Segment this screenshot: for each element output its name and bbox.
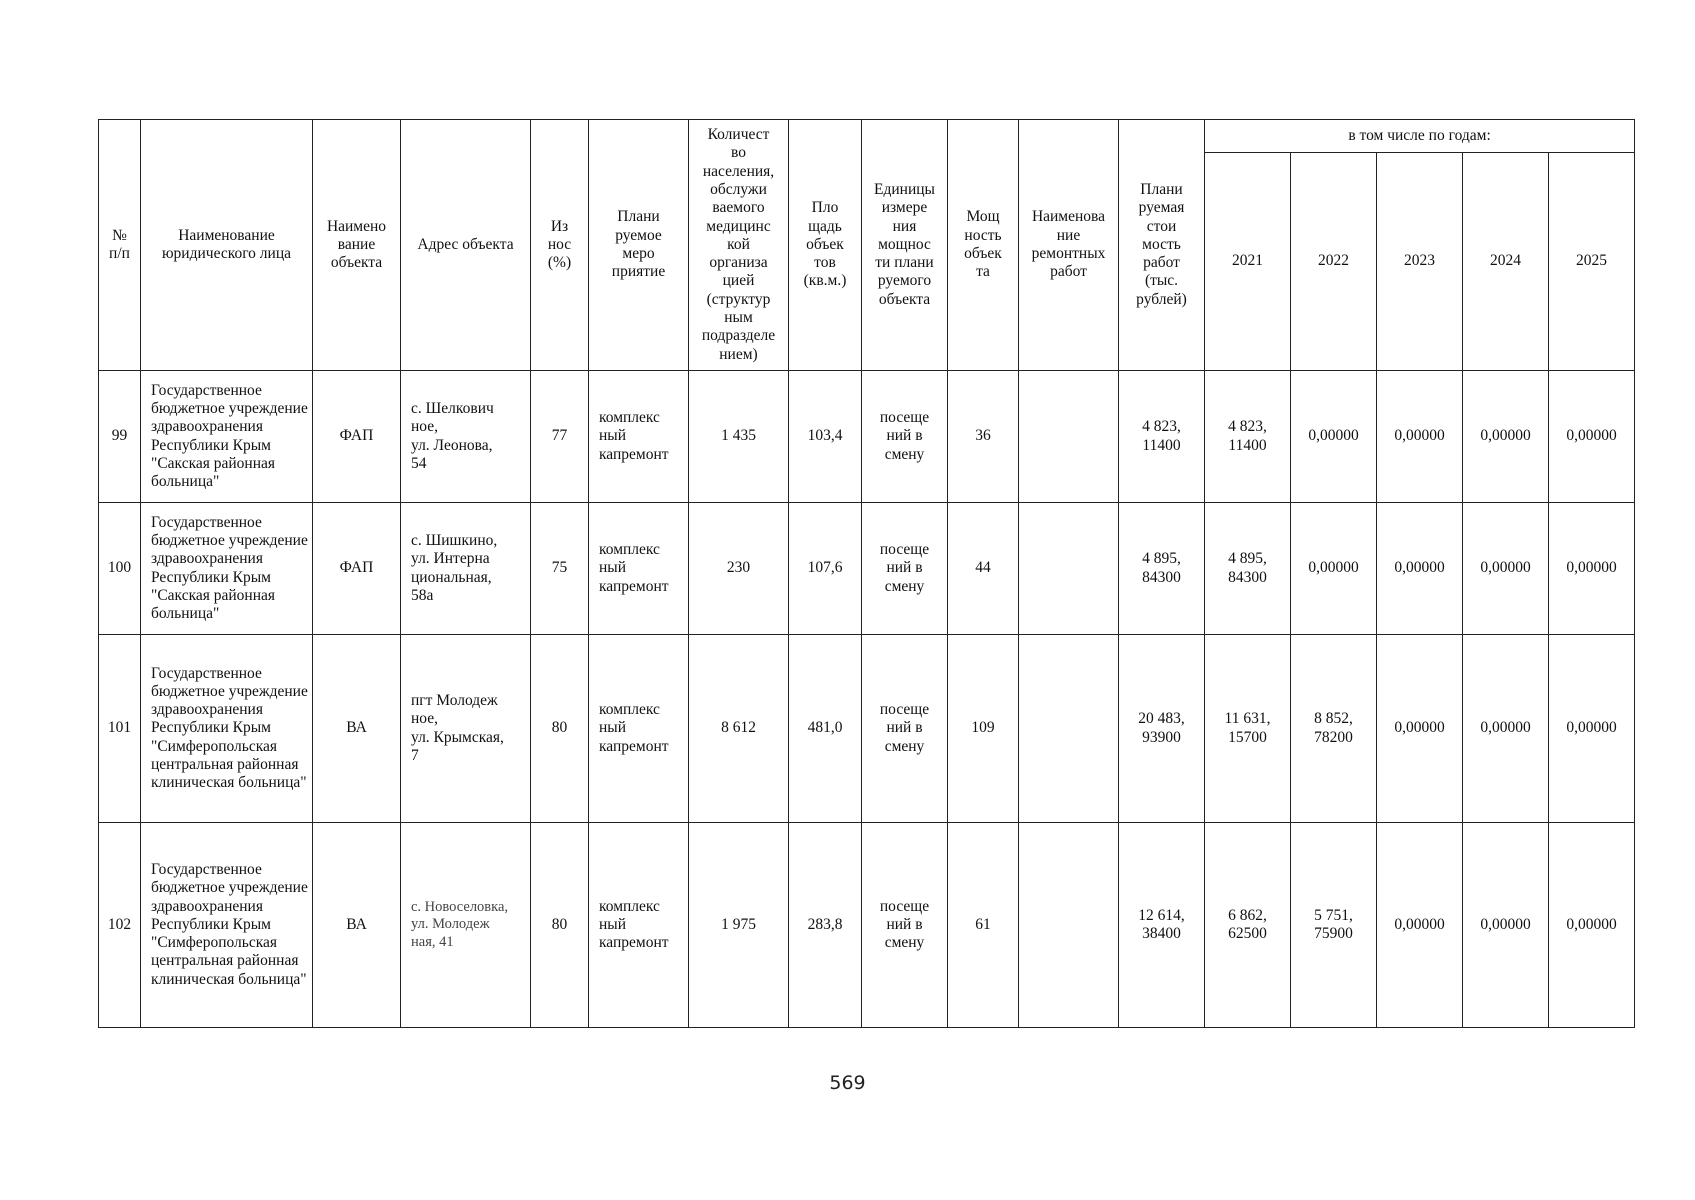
cell-year-2022: 5 751, 75900	[1291, 823, 1377, 1028]
cell-measure: комплекс ный капремонт	[589, 635, 689, 823]
header-year-2021: 2021	[1205, 153, 1291, 371]
cell-entity: Государственное бюджетное учреждение здравоохранения Республики Крым "Симферопольская центральная районная клиническая больница"	[141, 635, 313, 823]
cell-object: ФАП	[313, 503, 401, 635]
header-planned-measure: Плани руемое меро приятие	[589, 120, 689, 371]
header-row-top	[99, 120, 1635, 153]
cell-cost: 4 895, 84300	[1119, 503, 1205, 635]
cell-population: 1 435	[689, 371, 789, 503]
cell-area: 107,6	[789, 503, 862, 635]
cell-measure: комплекс ный капремонт	[589, 503, 689, 635]
cell-year-2021: 6 862, 62500	[1205, 823, 1291, 1028]
cell-year-2021: 4 895, 84300	[1205, 503, 1291, 635]
cell-year-2024: 0,00000	[1463, 503, 1549, 635]
cell-address: с. Новоселовка, ул. Молодеж ная, 41	[401, 823, 531, 1028]
cell-year-2025: 0,00000	[1549, 371, 1635, 503]
cell-num: 102	[99, 823, 141, 1028]
cell-population: 1 975	[689, 823, 789, 1028]
cell-year-2025: 0,00000	[1549, 503, 1635, 635]
cell-capacity: 109	[948, 635, 1019, 823]
header-year-2024: 2024	[1463, 153, 1549, 371]
cell-capacity: 36	[948, 371, 1019, 503]
cell-year-2023: 0,00000	[1377, 371, 1463, 503]
cell-area: 481,0	[789, 635, 862, 823]
cell-repair	[1019, 823, 1119, 1028]
cell-measure: комплекс ный капремонт	[589, 371, 689, 503]
header-area: Пло щадь объек тов (кв.м.)	[789, 120, 862, 371]
header-num: № п/п	[99, 120, 141, 371]
cell-units: посеще ний в смену	[862, 823, 948, 1028]
cell-repair	[1019, 371, 1119, 503]
header-population: Количест во населения, обслужи ваемого медицинс кой организа цией (структур ным подразделе нием)	[689, 120, 789, 371]
cell-cost: 20 483, 93900	[1119, 635, 1205, 823]
cell-num: 99	[99, 371, 141, 503]
cell-entity: Государственное бюджетное учреждение здравоохранения Республики Крым "Сакская районная больница"	[141, 503, 313, 635]
cell-year-2021: 11 631, 15700	[1205, 635, 1291, 823]
cell-repair	[1019, 503, 1119, 635]
cell-wear: 80	[531, 635, 589, 823]
cell-cost: 4 823, 11400	[1119, 371, 1205, 503]
header-address: Адрес объекта	[401, 120, 531, 371]
cell-year-2024: 0,00000	[1463, 371, 1549, 503]
cell-area: 103,4	[789, 371, 862, 503]
cell-year-2023: 0,00000	[1377, 635, 1463, 823]
cell-object: ФАП	[313, 371, 401, 503]
cell-wear: 80	[531, 823, 589, 1028]
cell-entity: Государственное бюджетное учреждение здравоохранения Республики Крым "Симферопольская центральная районная клиническая больница"	[141, 823, 313, 1028]
cell-capacity: 44	[948, 503, 1019, 635]
header-year-2022: 2022	[1291, 153, 1377, 371]
cell-year-2024: 0,00000	[1463, 635, 1549, 823]
data-table	[98, 119, 1635, 1028]
cell-year-2025: 0,00000	[1549, 635, 1635, 823]
header-object-name: Наимено вание объекта	[313, 120, 401, 371]
cell-capacity: 61	[948, 823, 1019, 1028]
cell-year-2021: 4 823, 11400	[1205, 371, 1291, 503]
header-capacity: Мощ ность объек та	[948, 120, 1019, 371]
cell-area: 283,8	[789, 823, 862, 1028]
cell-object: ВА	[313, 823, 401, 1028]
header-year-2023: 2023	[1377, 153, 1463, 371]
cell-year-2023: 0,00000	[1377, 823, 1463, 1028]
cell-wear: 75	[531, 503, 589, 635]
header-units: Единицы измере ния мощнос ти плани руемого объекта	[862, 120, 948, 371]
cell-cost: 12 614, 38400	[1119, 823, 1205, 1028]
cell-address: пгт Молодеж ное, ул. Крымская, 7	[401, 635, 531, 823]
table-row	[99, 371, 1635, 503]
cell-year-2024: 0,00000	[1463, 823, 1549, 1028]
cell-year-2025: 0,00000	[1549, 823, 1635, 1028]
cell-address: с. Шишкино, ул. Интерна циональная, 58а	[401, 503, 531, 635]
cell-units: посеще ний в смену	[862, 371, 948, 503]
header-year-2025: 2025	[1549, 153, 1635, 371]
cell-units: посеще ний в смену	[862, 635, 948, 823]
cell-year-2022: 0,00000	[1291, 503, 1377, 635]
header-wear: Из нос (%)	[531, 120, 589, 371]
cell-year-2022: 0,00000	[1291, 371, 1377, 503]
cell-num: 100	[99, 503, 141, 635]
cell-num: 101	[99, 635, 141, 823]
header-planned-cost: Плани руемая стои мость работ (тыс. рублей)	[1119, 120, 1205, 371]
header-by-years: в том числе по годам:	[1205, 120, 1635, 153]
cell-entity: Государственное бюджетное учреждение здравоохранения Республики Крым "Сакская районная больница"	[141, 371, 313, 503]
cell-measure: комплекс ный капремонт	[589, 823, 689, 1028]
header-repair-works: Наименова ние ремонтных работ	[1019, 120, 1119, 371]
table-row	[99, 503, 1635, 635]
cell-year-2023: 0,00000	[1377, 503, 1463, 635]
table-row	[99, 823, 1635, 1028]
page-number: 569	[829, 1072, 866, 1094]
cell-units: посеще ний в смену	[862, 503, 948, 635]
cell-population: 8 612	[689, 635, 789, 823]
table-row	[99, 635, 1635, 823]
header-legal-entity: Наименование юридического лица	[141, 120, 313, 371]
cell-address: с. Шелкович ное, ул. Леонова, 54	[401, 371, 531, 503]
cell-population: 230	[689, 503, 789, 635]
cell-object: ВА	[313, 635, 401, 823]
cell-repair	[1019, 635, 1119, 823]
cell-year-2022: 8 852, 78200	[1291, 635, 1377, 823]
cell-wear: 77	[531, 371, 589, 503]
